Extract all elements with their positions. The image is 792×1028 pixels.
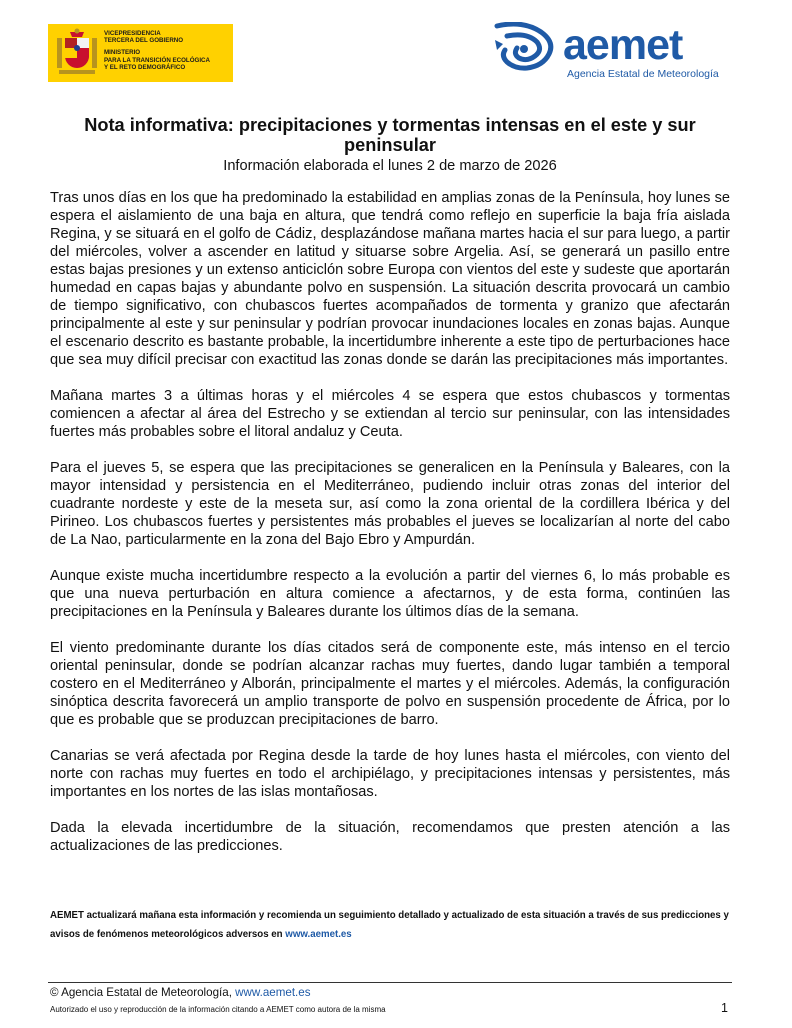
body-text	[50, 189, 730, 873]
copyright	[50, 986, 311, 1000]
aemet-swirl-icon	[493, 22, 559, 72]
footer-website-link[interactable]: www.aemet.es	[235, 986, 311, 999]
page-title: Nota informativa: precipitaciones y tormentas intensas en el este y sur peninsular	[84, 115, 696, 155]
gov-line: TERCERA DEL GOBIERNO	[104, 37, 184, 45]
government-text	[104, 30, 210, 71]
gov-line: Y EL RETO DEMOGRÁFICO	[104, 63, 186, 71]
paragraph: Dada la elevada incertidumbre de la situación, recomendamos que presten atención a las actualizaciones de las predicciones.	[50, 820, 730, 854]
aemet-wordmark: aemet	[563, 21, 683, 69]
government-logo	[48, 24, 233, 82]
gov-line: VICEPRESIDENCIA	[104, 30, 161, 37]
paragraph: Mañana martes 3 a últimas horas y el miércoles 4 se espera que estos chubascos y tormentas comiencen a afectar al área del Estrecho y se extiendan al tercio sur peninsular, con las intensidades fuertes más probables sobre el litoral andaluz y Ceuta.	[50, 388, 730, 440]
gov-line: MINISTERIO	[104, 49, 141, 57]
update-notice	[50, 906, 735, 944]
page-number: 1	[721, 1001, 728, 1015]
paragraph: El viento predominante durante los días citados será de componente este, más intenso en el tercio oriental peninsular, donde se podrían alcanzar rachas muy fuertes, dando lugar también a temporal costero en el Mediterráneo y Alborán, principalmente el martes y el miércoles. Además, la configuración sinóptica descrita favorecerá un amplio transporte de polvo en suspensión procedente de África, por lo que es probable que se produzcan precipitaciones de barro.	[50, 640, 730, 728]
page-subtitle: Información elaborada el lunes 2 de marzo de 2026	[223, 158, 557, 174]
copyright-text: © Agencia Estatal de Meteorología,	[50, 986, 236, 999]
aemet-website-link[interactable]: www.aemet.es	[285, 929, 352, 940]
paragraph: Para el jueves 5, se espera que las precipitaciones se generalicen en la Península y Baleares, con la mayor intensidad y persistencia en el Mediterráneo, pudiendo incluir otras zonas del interior del cuadrante nordeste y este de la meseta sur, así como la zona oriental de la cordillera Ibérica y del Pirineo. Los chubascos fuertes y persistentes más probables el jueves se localizarían al norte del cabo de La Nao, particularmente en la zona del Bajo Ebro y Ampurdán.	[50, 460, 730, 548]
license-note: Autorizado el uso y reproducción de la información citando a AEMET como autora de la misma	[50, 1005, 386, 1014]
paragraph: Aunque existe mucha incertidumbre respecto a la evolución a partir del viernes 6, lo más probable es que una nueva perturbación en altura comience a afectarnos, y de esta forma, continúen las precipitaciones en la Península y Baleares durante los últimos días de la semana.	[50, 568, 730, 620]
gov-line: PARA LA TRANSICIÓN ECOLÓGICA	[104, 56, 210, 64]
footer-divider	[48, 982, 732, 983]
paragraph: Tras unos días en los que ha predominado la estabilidad en amplias zonas de la Península, hoy lunes se espera el aislamiento de una baja en altura, que tendrá como reflejo en superficie la baja fría aislada Regina, y se situará en el golfo de Cádiz, desplazándose mañana martes hacia el sur para luego, a partir del miércoles, volver a ascender en latitud y situarse sobre Argelia. Así, se generará un pasillo entre estas bajas presiones y un extenso anticiclón sobre Europa con vientos del este y sudeste que aportarán humedad en capas bajas y abundante polvo en suspensión. La situación descrita provocará un cambio de tiempo significativo, con chubascos fuertes acompañados de tormenta y granizo que afectarán principalmente al este y sur peninsular y podrían provocar inundaciones locales en zonas bajas. Aunque el escenario descrito es bastante probable, la incertidumbre inherente a este tipo de perturbaciones hace que sea muy difícil precisar con exactitud las zonas donde se darán las precipitaciones más importantes.	[50, 190, 730, 368]
notice-text: AEMET actualizará mañana esta información y recomienda un seguimiento detallado y actualizado de esta situación a través de sus predicciones y avisos de fenómenos meteorológicos adversos en	[50, 910, 729, 940]
aemet-subtitle: Agencia Estatal de Meteorología	[567, 68, 719, 80]
paragraph: Canarias se verá afectada por Regina desde la tarde de hoy lunes hasta el miércoles, con viento del norte con rachas muy fuertes en todo el archipiélago, y precipitaciones intensas y persistentes, más importantes en los nortes de las islas montañosas.	[50, 748, 730, 800]
aemet-logo	[493, 22, 733, 84]
coat-of-arms-icon	[57, 28, 97, 78]
